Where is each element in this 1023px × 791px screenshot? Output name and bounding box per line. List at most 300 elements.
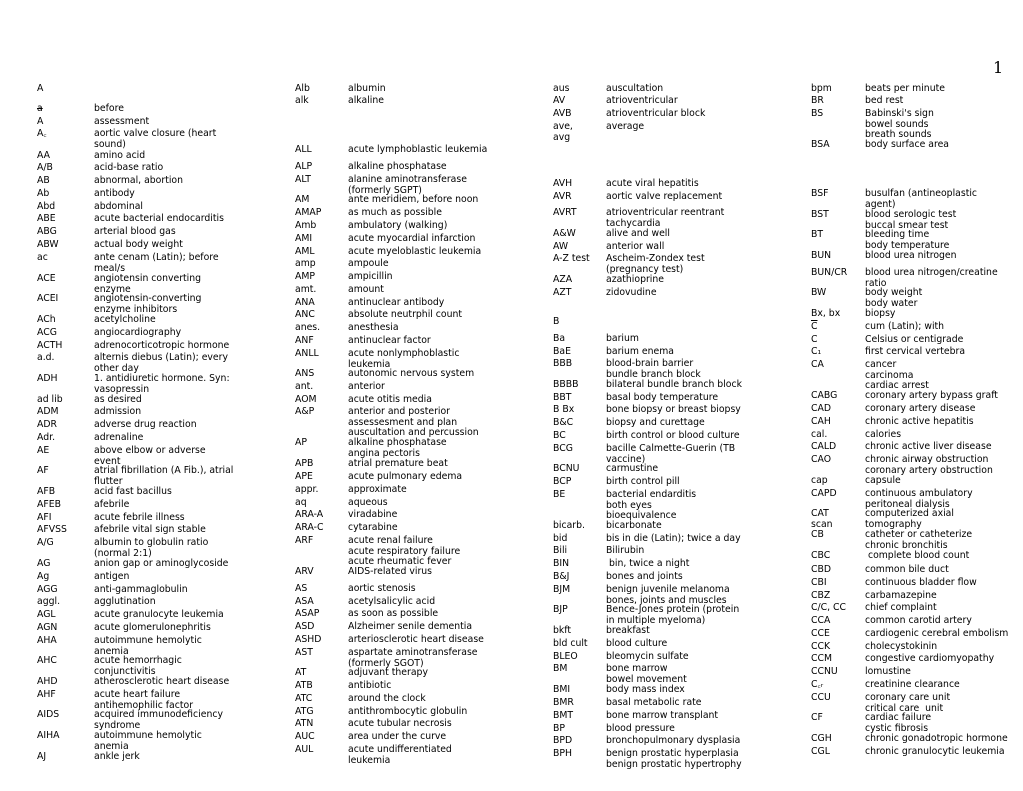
definition: Alzheimer senile dementia	[348, 621, 473, 632]
abbreviation: A/B	[37, 162, 53, 173]
abbreviation: AVR	[553, 191, 572, 202]
definition: 1. antidiuretic hormone. Syn: vasopressin	[94, 373, 230, 395]
abbreviation: Abd	[37, 201, 56, 212]
abbreviation: amp	[295, 258, 316, 269]
definition: lomustine	[865, 666, 911, 677]
definition: beats per minute	[865, 83, 945, 94]
definition: chief complaint	[865, 602, 937, 613]
definition: bis in die (Latin); twice a day	[606, 533, 741, 544]
definition: afebrile	[94, 499, 130, 510]
definition: bleeding time body temperature	[865, 229, 950, 251]
definition: angiotensin converting enzyme	[94, 273, 202, 295]
definition: area under the curve	[348, 731, 447, 742]
abbreviation: ac	[37, 252, 48, 263]
abbreviation: BMI	[553, 684, 571, 695]
abbreviation: AIHA	[37, 730, 60, 741]
abbreviation: CAO	[811, 454, 832, 465]
abbreviation: AVH	[553, 178, 573, 189]
abbreviation: AUL	[295, 744, 314, 755]
definition: abdominal	[94, 201, 143, 212]
definition: blood pressure	[606, 723, 675, 734]
definition: calories	[865, 429, 902, 440]
definition: acute pulmonary edema	[348, 471, 463, 482]
definition: computerized axial tomography	[865, 508, 954, 530]
abbreviation: ARA-A	[295, 509, 324, 520]
definition: blood serologic test buccal smear test	[865, 209, 957, 231]
abbreviation: CA	[811, 359, 824, 370]
abbreviation: A&P	[295, 406, 315, 417]
abbreviation: B&C	[553, 417, 574, 428]
abbreviation: CBD	[811, 564, 832, 575]
abbreviation: A	[37, 83, 44, 94]
abbreviation: CCA	[811, 615, 831, 626]
definition: cancer carcinoma cardiac arrest	[865, 359, 929, 392]
abbreviation: CBC	[811, 550, 831, 561]
definition: chronic active hepatitis	[865, 416, 974, 427]
definition: busulfan (antineoplastic agent)	[865, 188, 978, 210]
abbreviation: AHD	[37, 676, 58, 687]
abbreviation: ATC	[295, 693, 313, 704]
abbreviation: ANA	[295, 297, 315, 308]
definition: atrioventricular reentrant tachycardia	[606, 207, 725, 229]
definition: blood urea nitrogen	[865, 250, 957, 261]
abbreviation: BBT	[553, 392, 572, 403]
abbreviation: BUN/CR	[811, 267, 848, 278]
abbreviation: ADM	[37, 406, 59, 417]
definition: bone biopsy or breast biopsy	[606, 404, 741, 415]
abbreviation: ADH	[37, 373, 58, 384]
definition: atrioventricular block	[606, 108, 706, 119]
definition: coronary artery bypass graft	[865, 390, 998, 401]
definition: alive and well	[606, 228, 670, 239]
abbreviation: BPH	[553, 748, 572, 759]
definition: anterior	[348, 381, 385, 392]
definition: bone marrow bowel movement	[606, 663, 687, 685]
definition: cholecystokinin	[865, 641, 938, 652]
abbreviation: AZA	[553, 274, 573, 285]
abbreviation: CBI	[811, 577, 827, 588]
abbreviation: AGL	[37, 609, 56, 620]
definition: acute lymphoblastic leukemia	[348, 144, 488, 155]
abbreviation: amt.	[295, 284, 317, 295]
definition: amount	[348, 284, 384, 295]
abbreviation: BIN	[553, 558, 570, 569]
definition: afebrile vital sign stable	[94, 524, 206, 535]
definition: chronic gonadotropic hormone	[865, 733, 1008, 744]
abbreviation: CAT scan	[811, 508, 833, 530]
abbreviation: BCG	[553, 443, 573, 454]
definition: acute myocardial infarction	[348, 233, 476, 244]
definition: barium enema	[606, 346, 674, 357]
abbreviation: ABW	[37, 239, 59, 250]
definition: aqueous	[348, 497, 388, 508]
abbreviation: BPD	[553, 735, 573, 746]
definition: as much as possible	[348, 207, 442, 218]
abbreviation: APB	[295, 458, 314, 469]
definition: Bence-Jones protein (protein in multiple myeloma)	[606, 604, 740, 626]
definition: acute glomerulonephritis	[94, 622, 211, 633]
abbreviation: Alb	[295, 83, 310, 94]
definition: chronic granulocytic leukemia	[865, 746, 1005, 757]
abbreviation: ARA-C	[295, 522, 324, 533]
abbreviation: CCU	[811, 692, 831, 703]
definition: creatinine clearance	[865, 679, 960, 690]
abbreviation: AMP	[295, 271, 315, 282]
abbreviation: aus	[553, 83, 570, 94]
definition: chronic active liver disease	[865, 441, 992, 452]
definition: body mass index	[606, 684, 685, 695]
abbreviation: AST	[295, 647, 313, 658]
definition: birth control or blood culture	[606, 430, 740, 441]
definition: carmustine	[606, 463, 659, 474]
abbreviation: BW	[811, 287, 827, 298]
definition: benign prostatic hyperplasia benign prostatic hypertrophy	[606, 748, 742, 770]
abbreviation: ant.	[295, 381, 314, 392]
definition: albumin	[348, 83, 386, 94]
abbreviation: $\overline{C}$	[811, 321, 818, 332]
definition: antibody	[94, 188, 135, 199]
abbreviation: AVB	[553, 108, 572, 119]
abbreviation: cal.	[811, 429, 828, 440]
abbreviation: BSF	[811, 188, 829, 199]
definition: common carotid artery	[865, 615, 972, 626]
definition: ampicillin	[348, 271, 393, 282]
definition: acid-base ratio	[94, 162, 164, 173]
definition: body surface area	[865, 139, 949, 150]
definition: Celsius or centigrade	[865, 334, 964, 345]
abbreviation: ALL	[295, 144, 312, 155]
definition: around the clock	[348, 693, 426, 704]
definition: bacille Calmette-Guerin (TB vaccine)	[606, 443, 736, 465]
abbreviation: ATB	[295, 680, 313, 691]
definition: alkaline	[348, 95, 384, 106]
abbreviation: AVRT	[553, 207, 577, 218]
definition: coronary care unit critical care unit	[865, 692, 951, 714]
abbreviation: Ab	[37, 188, 50, 199]
definition: autonomic nervous system	[348, 368, 475, 379]
definition: bleomycin sulfate	[606, 651, 689, 662]
definition: acquired immunodeficiency syndrome	[94, 709, 223, 731]
definition: benign juvenile melanoma bones, joints and muscles	[606, 584, 730, 606]
abbreviation: ABE	[37, 213, 56, 224]
definition: alkaline phosphatase angina pectoris	[348, 437, 447, 459]
definition: birth control pill	[606, 476, 680, 487]
abbreviation: ATN	[295, 718, 314, 729]
abbreviation: BP	[553, 723, 565, 734]
abbreviation: AF	[37, 465, 49, 476]
abbreviation: bid	[553, 533, 568, 544]
definition: adverse drug reaction	[94, 419, 197, 430]
abbreviation: BBBB	[553, 379, 579, 390]
abbreviation: bpm	[811, 83, 832, 94]
abbreviation: ave, avg	[553, 121, 573, 143]
abbreviation: BJP	[553, 604, 568, 615]
abbreviation: AGN	[37, 622, 58, 633]
definition: autoimmune hemolytic anemia	[94, 635, 202, 657]
abbreviation: AHC	[37, 655, 57, 666]
definition: approximate	[348, 484, 407, 495]
abbreviation: AV	[553, 95, 566, 106]
definition: adjuvant therapy	[348, 667, 428, 678]
abbreviation: ALT	[295, 174, 311, 185]
definition: adrenaline	[94, 432, 144, 443]
definition: acute viral hepatitis	[606, 178, 699, 189]
definition: blood urea nitrogen/creatine ratio	[865, 267, 998, 289]
abbreviation: anes.	[295, 322, 321, 333]
page-number: 1	[993, 58, 1004, 77]
abbreviation: AHF	[37, 689, 56, 700]
abbreviation: CCNU	[811, 666, 838, 677]
abbreviation: AHA	[37, 635, 57, 646]
definition: ante cenam (Latin); before meal/s	[94, 252, 219, 274]
definition: first cervical vertebra	[865, 346, 966, 357]
abbreviation: A	[37, 116, 44, 127]
abbreviation: ATG	[295, 706, 314, 717]
abbreviation: C₁	[811, 346, 822, 357]
definition: admission	[94, 406, 142, 417]
definition: chronic airway obstruction coronary artery obstruction	[865, 454, 993, 476]
abbreviation: ANF	[295, 335, 314, 346]
abbreviation: CCM	[811, 653, 833, 664]
definition: cardiogenic cerebral embolism	[865, 628, 1009, 639]
abbreviation: BMT	[553, 710, 574, 721]
abbreviation: ASA	[295, 596, 314, 607]
abbreviation: AIDS	[37, 709, 60, 720]
abbreviation: ANLL	[295, 348, 319, 359]
definition: atrioventricular	[606, 95, 678, 106]
definition: anterior wall	[606, 241, 665, 252]
definition: agglutination	[94, 596, 156, 607]
definition: aortic stenosis	[348, 583, 416, 594]
definition: acute nonlymphoblastic leukemia	[348, 348, 460, 370]
abbreviation: aggl.	[37, 596, 61, 607]
abbreviation: AUC	[295, 731, 315, 742]
definition: angiocardiography	[94, 327, 182, 338]
abbreviation: AML	[295, 246, 315, 257]
abbreviation: BC	[553, 430, 566, 441]
abbreviation: BM	[553, 663, 568, 674]
abbreviation: B	[553, 316, 560, 327]
definition: antigen	[94, 571, 130, 582]
abbreviation: CAPD	[811, 488, 837, 499]
definition: alanine aminotransferase (formerly SGPT)	[348, 174, 467, 196]
definition: bacterial endarditis both eyes bioequivalence	[606, 489, 697, 522]
definition: acetylsalicylic acid	[348, 596, 436, 607]
abbreviation: BS	[811, 108, 824, 119]
abbreviation: AE	[37, 445, 50, 456]
definition: blood-brain barrier bundle branch block	[606, 358, 701, 380]
definition: anion gap or aminoglycoside	[94, 558, 229, 569]
definition: arterial blood gas	[94, 226, 176, 237]
definition: atherosclerotic heart disease	[94, 676, 230, 687]
abbreviation: ALP	[295, 161, 313, 172]
definition: anterior and posterior assessesment and plan auscultation and percussion	[348, 406, 479, 439]
abbreviation: appr.	[295, 484, 319, 495]
abbreviation: AJ	[37, 751, 47, 762]
abbreviation: BMR	[553, 697, 574, 708]
definition: continuous bladder flow	[865, 577, 977, 588]
abbreviation: ACTH	[37, 340, 63, 351]
abbreviation: ACEI	[37, 293, 59, 304]
abbreviation: AM	[295, 194, 310, 205]
definition: biopsy	[865, 308, 896, 319]
abbreviation: ANS	[295, 368, 315, 379]
definition: absolute neutrphil count	[348, 309, 463, 320]
definition: atrial fibrillation (A Fib.), atrial flutter	[94, 465, 234, 487]
abbreviation: AOM	[295, 394, 317, 405]
definition: capsule	[865, 475, 901, 486]
definition: alternis diebus (Latin); every other day	[94, 352, 228, 374]
abbreviation: ADR	[37, 419, 57, 430]
abbreviation: BJM	[553, 584, 571, 595]
abbreviation: ARF	[295, 535, 314, 546]
definition: basal body temperature	[606, 392, 719, 403]
definition: bone marrow transplant	[606, 710, 719, 721]
definition: ante meridiem, before noon	[348, 194, 479, 205]
definition: autoimmune hemolytic anemia	[94, 730, 202, 752]
abbreviation: BLEO	[553, 651, 578, 662]
abbreviation: Adr.	[37, 432, 56, 443]
abbreviation: BaE	[553, 346, 571, 357]
definition: acute renal failure acute respiratory failure acute rheumatic fever	[348, 535, 461, 568]
abbreviation: CB	[811, 529, 824, 540]
definition: aortic valve closure (heart sound)	[94, 128, 217, 150]
abbreviation: ACG	[37, 327, 57, 338]
definition: Ascheim-Zondex test (pregnancy test)	[606, 253, 705, 275]
abbreviation: ABG	[37, 226, 57, 237]
definition: before	[94, 103, 124, 114]
definition: acute heart failure antihemophilic factor	[94, 689, 194, 711]
definition: acute hemorrhagic conjunctivitis	[94, 655, 182, 677]
abbreviation: AMAP	[295, 207, 322, 218]
abbreviation: ASAP	[295, 608, 320, 619]
definition: antithrombocytic globulin	[348, 706, 468, 717]
definition: bones and joints	[606, 571, 683, 582]
abbreviation: CABG	[811, 390, 838, 401]
definition: acute tubular necrosis	[348, 718, 452, 729]
abbreviation: ANC	[295, 309, 315, 320]
abbreviation: cap	[811, 475, 828, 486]
definition: acute otitis media	[348, 394, 432, 405]
definition: bin, twice a night	[606, 558, 690, 569]
definition: continuous ambulatory peritoneal dialysis	[865, 488, 973, 510]
abbreviation: APE	[295, 471, 313, 482]
abbreviation: ACh	[37, 314, 56, 325]
definition: atrial premature beat	[348, 458, 448, 469]
definition: viradabine	[348, 509, 398, 520]
definition: zidovudine	[606, 287, 657, 298]
definition: blood culture	[606, 638, 668, 649]
definition: amino acid	[94, 150, 146, 161]
abbreviation: BST	[811, 209, 829, 220]
definition: acid fast bacillus	[94, 486, 172, 497]
abbreviation: aq	[295, 497, 307, 508]
abbreviation: AFVSS	[37, 524, 67, 535]
abbreviation: CCK	[811, 641, 831, 652]
abbreviation: Ag	[37, 571, 50, 582]
abbreviation: CGL	[811, 746, 830, 757]
definition: coronary artery disease	[865, 403, 976, 414]
abbreviation: AMI	[295, 233, 313, 244]
definition: as desired	[94, 394, 142, 405]
definition: albumin to globulin ratio (normal 2:1)	[94, 537, 209, 559]
abbreviation: C꜀ᵣ	[811, 679, 824, 690]
definition: arteriosclerotic heart disease	[348, 634, 484, 645]
abbreviation: alk	[295, 95, 309, 106]
definition: cardiac failure cystic fibrosis	[865, 712, 932, 734]
abbreviation: AS	[295, 583, 308, 594]
abbreviation: CGH	[811, 733, 832, 744]
definition: breakfast	[606, 625, 650, 636]
abbreviation: AB	[37, 175, 50, 186]
abbreviation: ad lib	[37, 394, 63, 405]
definition: acute granulocyte leukemia	[94, 609, 224, 620]
abbreviation: BSA	[811, 139, 830, 150]
abbreviation: BE	[553, 489, 566, 500]
abbreviation: BT	[811, 229, 824, 240]
definition: bicarbonate	[606, 520, 662, 531]
definition: anesthesia	[348, 322, 399, 333]
abbreviation: AFI	[37, 512, 52, 523]
definition: above elbow or adverse event	[94, 445, 206, 467]
abbreviation: AP	[295, 437, 307, 448]
definition: aortic valve replacement	[606, 191, 723, 202]
definition: acute febrile illness	[94, 512, 185, 523]
abbreviation: CBZ	[811, 590, 831, 601]
abbreviation: BBB	[553, 358, 573, 369]
abbreviation: C	[811, 334, 818, 345]
definition: complete blood count	[865, 550, 970, 561]
definition: Bilirubin	[606, 545, 645, 556]
definition: biopsy and curettage	[606, 417, 705, 428]
abbreviation: Ba	[553, 333, 566, 344]
abbreviation: bkft	[553, 625, 572, 636]
definition: acute bacterial endocarditis	[94, 213, 224, 224]
abbreviation: ACE	[37, 273, 56, 284]
abbreviation: A꜀	[37, 128, 47, 139]
definition: acute undifferentiated leukemia	[348, 744, 452, 766]
abbreviation: AFEB	[37, 499, 61, 510]
abbreviation: Bx, bx	[811, 308, 841, 319]
definition: catheter or catheterize chronic bronchitis	[865, 529, 973, 551]
abbreviation: A/G	[37, 537, 54, 548]
abbreviation: A&W	[553, 228, 576, 239]
definition: actual body weight	[94, 239, 183, 250]
abbreviation: a	[37, 103, 43, 114]
definition: as soon as possible	[348, 608, 439, 619]
abbreviation: a.d.	[37, 352, 55, 363]
definition: angiotensin-converting enzyme inhibitors	[94, 293, 202, 315]
definition: basal metabolic rate	[606, 697, 702, 708]
definition: assessment	[94, 116, 150, 127]
abbreviation: C/C, CC	[811, 602, 847, 613]
abbreviation: B&J	[553, 571, 570, 582]
definition: antibiotic	[348, 680, 392, 691]
definition: bed rest	[865, 95, 904, 106]
abbreviation: BR	[811, 95, 824, 106]
abbreviation: AZT	[553, 287, 572, 298]
abbreviation: AFB	[37, 486, 56, 497]
abbreviation: ASHD	[295, 634, 322, 645]
abbreviation: Bili	[553, 545, 568, 556]
definition: bronchopulmonary dysplasia	[606, 735, 741, 746]
definition: adrenocorticotropic hormone	[94, 340, 230, 351]
abbreviation: CALD	[811, 441, 837, 452]
abbreviation: CCE	[811, 628, 830, 639]
abbreviation: A-Z test	[553, 253, 590, 264]
definition: barium	[606, 333, 639, 344]
definition: common bile duct	[865, 564, 949, 575]
